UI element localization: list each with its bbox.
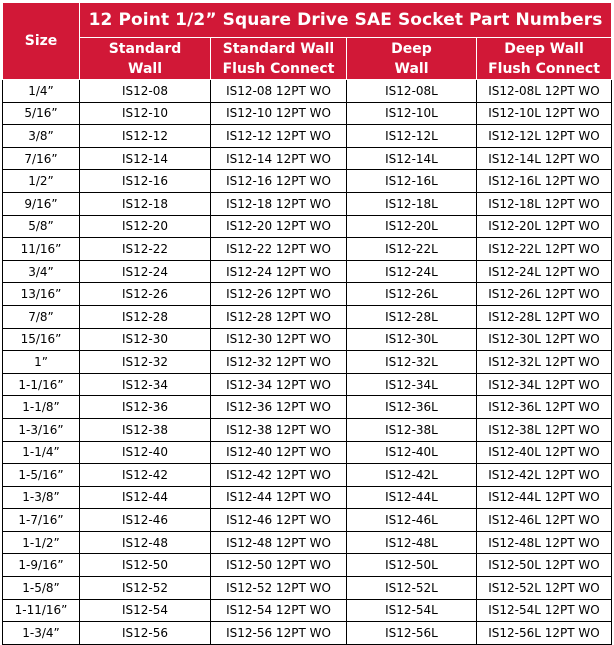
standard-wall-flush-cell: IS12-44 12PT WO — [211, 486, 347, 509]
size-cell: 13/16” — [3, 283, 80, 306]
deep-wall-flush-cell: IS12-54L 12PT WO — [477, 599, 612, 622]
deep-wall-cell: IS12-16L — [347, 170, 477, 193]
table-row — [3, 486, 612, 509]
standard-wall-flush-cell: IS12-08 12PT WO — [211, 80, 347, 103]
size-cell: 5/16” — [3, 102, 80, 125]
deep-wall-flush-cell: IS12-32L 12PT WO — [477, 351, 612, 374]
size-cell: 1-3/8” — [3, 486, 80, 509]
standard-wall-cell: IS12-18 — [80, 192, 211, 215]
standard-wall-flush-cell: IS12-20 12PT WO — [211, 215, 347, 238]
standard-wall-cell: IS12-56 — [80, 622, 211, 645]
standard-wall-cell: IS12-22 — [80, 238, 211, 261]
table-row — [3, 192, 612, 215]
standard-wall-cell: IS12-52 — [80, 577, 211, 600]
deep-wall-cell: IS12-18L — [347, 192, 477, 215]
size-cell: 1-1/2” — [3, 531, 80, 554]
table-row — [3, 599, 612, 622]
deep-wall-cell: IS12-22L — [347, 238, 477, 261]
deep-wall-flush-cell: IS12-56L 12PT WO — [477, 622, 612, 645]
deep-wall-cell: IS12-50L — [347, 554, 477, 577]
standard-wall-flush-cell: IS12-48 12PT WO — [211, 531, 347, 554]
deep-wall-cell: IS12-56L — [347, 622, 477, 645]
standard-wall-header-line-1: Standard — [108, 40, 182, 57]
standard-wall-cell: IS12-16 — [80, 170, 211, 193]
table-row — [3, 396, 612, 419]
table-row — [3, 351, 612, 374]
standard-wall-flush-header-line-1: Standard Wall — [222, 40, 335, 57]
standard-wall-cell: IS12-50 — [80, 554, 211, 577]
deep-wall-cell: IS12-38L — [347, 418, 477, 441]
standard-wall-cell: IS12-26 — [80, 283, 211, 306]
deep-wall-flush-cell: IS12-14L 12PT WO — [477, 147, 612, 170]
deep-wall-flush-header-line-2: Flush Connect — [488, 60, 600, 77]
deep-wall-flush-cell: IS12-26L 12PT WO — [477, 283, 612, 306]
deep-wall-flush-cell: IS12-34L 12PT WO — [477, 373, 612, 396]
standard-wall-cell: IS12-48 — [80, 531, 211, 554]
standard-wall-flush-cell: IS12-26 12PT WO — [211, 283, 347, 306]
standard-wall-flush-cell: IS12-36 12PT WO — [211, 396, 347, 419]
standard-wall-flush-cell: IS12-12 12PT WO — [211, 125, 347, 148]
standard-wall-flush-cell: IS12-14 12PT WO — [211, 147, 347, 170]
deep-wall-cell: IS12-48L — [347, 531, 477, 554]
size-cell: 1-1/4” — [3, 441, 80, 464]
deep-wall-cell: IS12-52L — [347, 577, 477, 600]
standard-wall-cell: IS12-12 — [80, 125, 211, 148]
deep-wall-flush-cell: IS12-12L 12PT WO — [477, 125, 612, 148]
size-column-header: Size — [3, 3, 80, 80]
standard-wall-flush-cell: IS12-32 12PT WO — [211, 351, 347, 374]
table-row — [3, 305, 612, 328]
deep-wall-flush-cell: IS12-42L 12PT WO — [477, 464, 612, 487]
deep-wall-cell: IS12-08L — [347, 80, 477, 103]
standard-wall-cell: IS12-30 — [80, 328, 211, 351]
deep-wall-header-line-2: Wall — [394, 60, 429, 77]
deep-wall-cell: IS12-44L — [347, 486, 477, 509]
size-cell: 1-7/16” — [3, 509, 80, 532]
size-cell: 1-1/8” — [3, 396, 80, 419]
deep-wall-cell: IS12-42L — [347, 464, 477, 487]
deep-wall-flush-cell: IS12-48L 12PT WO — [477, 531, 612, 554]
standard-wall-cell: IS12-46 — [80, 509, 211, 532]
size-cell: 1/2” — [3, 170, 80, 193]
standard-wall-header-line-2: Wall — [128, 60, 162, 77]
deep-wall-cell: IS12-24L — [347, 260, 477, 283]
standard-wall-cell: IS12-34 — [80, 373, 211, 396]
table-body — [3, 80, 612, 645]
deep-wall-cell: IS12-28L — [347, 305, 477, 328]
deep-wall-cell: IS12-46L — [347, 509, 477, 532]
deep-wall-cell: IS12-30L — [347, 328, 477, 351]
deep-wall-flush-cell: IS12-24L 12PT WO — [477, 260, 612, 283]
standard-wall-flush-cell: IS12-38 12PT WO — [211, 418, 347, 441]
standard-wall-cell: IS12-14 — [80, 147, 211, 170]
deep-wall-column-header — [347, 38, 477, 80]
standard-wall-cell: IS12-44 — [80, 486, 211, 509]
standard-wall-flush-cell: IS12-10 12PT WO — [211, 102, 347, 125]
socket-part-numbers-table — [2, 2, 612, 645]
size-cell: 1-9/16” — [3, 554, 80, 577]
standard-wall-flush-cell: IS12-16 12PT WO — [211, 170, 347, 193]
deep-wall-flush-header-line-1: Deep Wall — [504, 40, 584, 57]
standard-wall-flush-cell: IS12-46 12PT WO — [211, 509, 347, 532]
table-row — [3, 260, 612, 283]
header-row-columns — [3, 38, 612, 80]
table-row — [3, 147, 612, 170]
deep-wall-flush-cell: IS12-38L 12PT WO — [477, 418, 612, 441]
deep-wall-flush-cell: IS12-20L 12PT WO — [477, 215, 612, 238]
deep-wall-flush-cell: IS12-18L 12PT WO — [477, 192, 612, 215]
standard-wall-cell: IS12-36 — [80, 396, 211, 419]
deep-wall-cell: IS12-54L — [347, 599, 477, 622]
deep-wall-cell: IS12-34L — [347, 373, 477, 396]
standard-wall-flush-header-line-2: Flush Connect — [222, 60, 335, 77]
table-row — [3, 80, 612, 103]
standard-wall-flush-cell: IS12-42 12PT WO — [211, 464, 347, 487]
standard-wall-flush-cell: IS12-56 12PT WO — [211, 622, 347, 645]
standard-wall-cell: IS12-38 — [80, 418, 211, 441]
table-row — [3, 531, 612, 554]
table-header — [3, 3, 612, 80]
size-cell: 11/16” — [3, 238, 80, 261]
table-row — [3, 215, 612, 238]
standard-wall-flush-cell: IS12-54 12PT WO — [211, 599, 347, 622]
deep-wall-header-line-1: Deep — [391, 40, 432, 57]
standard-wall-flush-cell: IS12-40 12PT WO — [211, 441, 347, 464]
standard-wall-cell: IS12-54 — [80, 599, 211, 622]
deep-wall-cell: IS12-36L — [347, 396, 477, 419]
standard-wall-cell: IS12-32 — [80, 351, 211, 374]
size-cell: 1” — [3, 351, 80, 374]
deep-wall-cell: IS12-14L — [347, 147, 477, 170]
deep-wall-flush-cell: IS12-28L 12PT WO — [477, 305, 612, 328]
deep-wall-cell: IS12-26L — [347, 283, 477, 306]
size-cell: 7/8” — [3, 305, 80, 328]
deep-wall-flush-connect-column-header — [477, 38, 612, 80]
size-cell: 1-3/4” — [3, 622, 80, 645]
table-row — [3, 283, 612, 306]
size-cell: 1-11/16” — [3, 599, 80, 622]
standard-wall-flush-cell: IS12-24 12PT WO — [211, 260, 347, 283]
table-row — [3, 373, 612, 396]
table-row — [3, 464, 612, 487]
size-cell: 1-5/16” — [3, 464, 80, 487]
table-row — [3, 418, 612, 441]
deep-wall-flush-cell: IS12-08L 12PT WO — [477, 80, 612, 103]
standard-wall-cell: IS12-20 — [80, 215, 211, 238]
table-row — [3, 441, 612, 464]
deep-wall-flush-cell: IS12-36L 12PT WO — [477, 396, 612, 419]
standard-wall-cell: IS12-10 — [80, 102, 211, 125]
standard-wall-cell: IS12-28 — [80, 305, 211, 328]
deep-wall-flush-cell: IS12-44L 12PT WO — [477, 486, 612, 509]
deep-wall-cell: IS12-20L — [347, 215, 477, 238]
deep-wall-flush-cell: IS12-52L 12PT WO — [477, 577, 612, 600]
deep-wall-flush-cell: IS12-30L 12PT WO — [477, 328, 612, 351]
standard-wall-flush-cell: IS12-50 12PT WO — [211, 554, 347, 577]
deep-wall-cell: IS12-12L — [347, 125, 477, 148]
standard-wall-cell: IS12-08 — [80, 80, 211, 103]
table-row — [3, 170, 612, 193]
standard-wall-flush-cell: IS12-34 12PT WO — [211, 373, 347, 396]
deep-wall-flush-cell: IS12-22L 12PT WO — [477, 238, 612, 261]
standard-wall-flush-cell: IS12-22 12PT WO — [211, 238, 347, 261]
table-row — [3, 622, 612, 645]
standard-wall-flush-cell: IS12-52 12PT WO — [211, 577, 347, 600]
size-cell: 3/4” — [3, 260, 80, 283]
standard-wall-flush-cell: IS12-18 12PT WO — [211, 192, 347, 215]
table-row — [3, 125, 612, 148]
size-cell: 1-3/16” — [3, 418, 80, 441]
size-cell: 9/16” — [3, 192, 80, 215]
deep-wall-flush-cell: IS12-16L 12PT WO — [477, 170, 612, 193]
header-row-title — [3, 3, 612, 38]
table-row — [3, 238, 612, 261]
deep-wall-cell: IS12-10L — [347, 102, 477, 125]
deep-wall-flush-cell: IS12-50L 12PT WO — [477, 554, 612, 577]
standard-wall-cell: IS12-24 — [80, 260, 211, 283]
table-row — [3, 554, 612, 577]
standard-wall-flush-connect-column-header — [211, 38, 347, 80]
size-cell: 1-1/16” — [3, 373, 80, 396]
size-cell: 7/16” — [3, 147, 80, 170]
deep-wall-cell: IS12-40L — [347, 441, 477, 464]
table-row — [3, 328, 612, 351]
standard-wall-flush-cell: IS12-30 12PT WO — [211, 328, 347, 351]
deep-wall-flush-cell: IS12-10L 12PT WO — [477, 102, 612, 125]
standard-wall-cell: IS12-40 — [80, 441, 211, 464]
size-cell: 1/4” — [3, 80, 80, 103]
table-row — [3, 102, 612, 125]
standard-wall-flush-cell: IS12-28 12PT WO — [211, 305, 347, 328]
table-row — [3, 509, 612, 532]
size-cell: 3/8” — [3, 125, 80, 148]
deep-wall-flush-cell: IS12-46L 12PT WO — [477, 509, 612, 532]
deep-wall-flush-cell: IS12-40L 12PT WO — [477, 441, 612, 464]
size-cell: 5/8” — [3, 215, 80, 238]
table-row — [3, 577, 612, 600]
size-cell: 1-5/8” — [3, 577, 80, 600]
table-title: 12 Point 1/2” Square Drive SAE Socket Part Numbers — [80, 3, 612, 38]
size-cell: 15/16” — [3, 328, 80, 351]
deep-wall-cell: IS12-32L — [347, 351, 477, 374]
standard-wall-column-header — [80, 38, 211, 80]
standard-wall-cell: IS12-42 — [80, 464, 211, 487]
